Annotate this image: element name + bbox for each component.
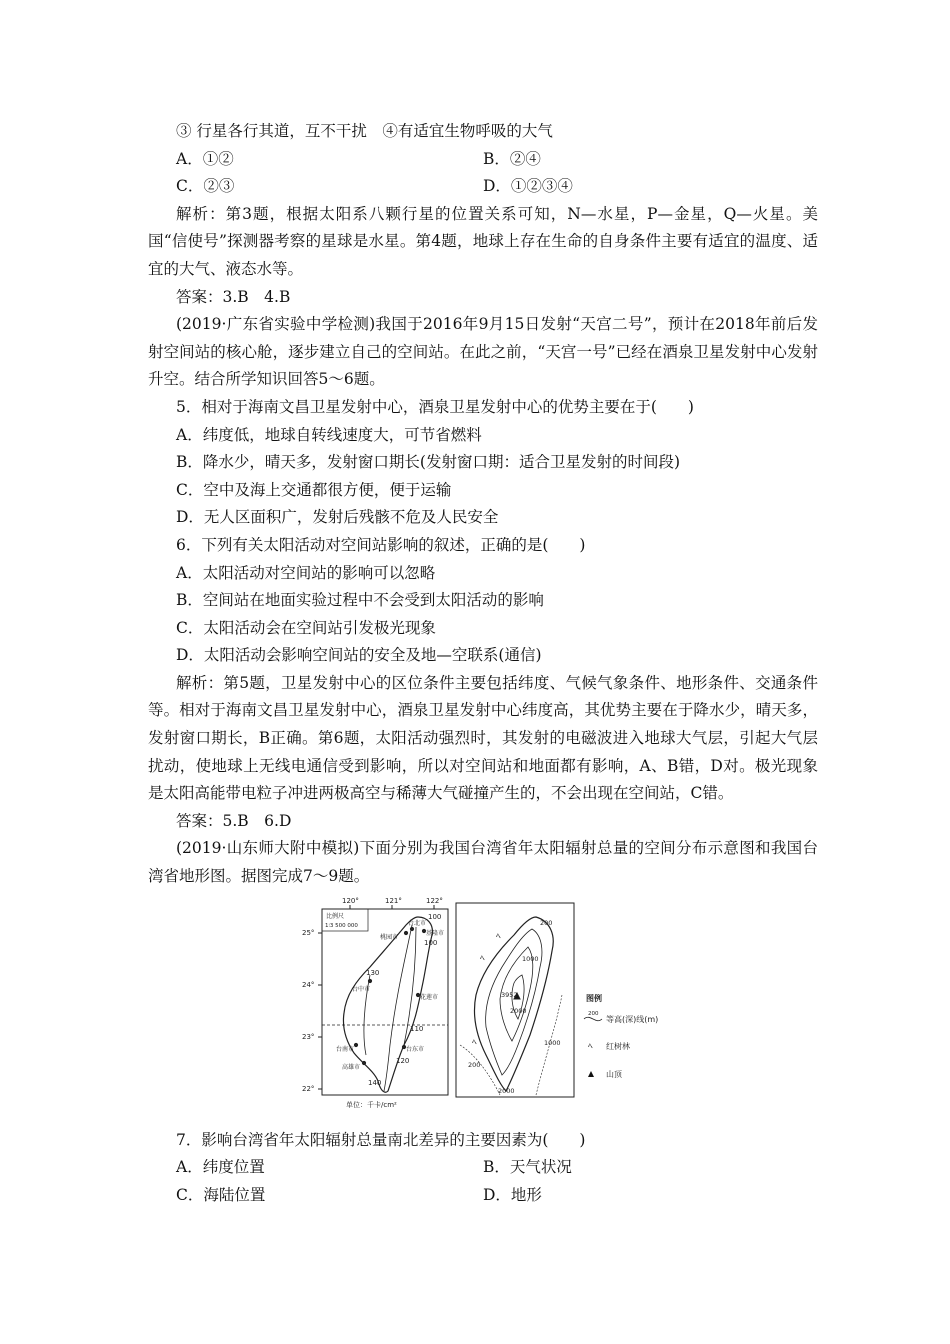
question-5-option-a: A．纬度低，地球自转线速度大，可节省燃料 [176,425,482,444]
contour-label: 200 [540,918,553,927]
option-c: C．海陆位置 [176,1185,266,1204]
lat-label: 24° [302,980,315,989]
option-a: A．纬度位置 [176,1158,265,1177]
analysis-paragraph: 解析：第3题，根据太阳系八颗行星的位置关系可知，N—水星，P—金星，Q—火星。美国“信使号”探测器考察的星球是水星。第4题，地球上存在生命的自身条件主要有适宜的温度、适宜的大气、液态水等。 [148,204,818,278]
analysis-paragraph: 解析：第5题，卫星发射中心的区位条件主要包括纬度、气候气象条件、地形条件、交通条件等。相对于海南文昌卫星发射中心，酒泉卫星发射中心纬度高，其优势主要在于降水少，晴天多，发射窗口期长，B正确。第6题，太阳活动强烈时，其发射的电磁波进入地球大气层，引起大气层扰动，使地球上无线电通信受到影响，所以对空间站和地面都有影响，A、B错，D对。极光现象是太阳高能带电粒子冲进两极高空与稀薄大气碰撞产生的，不会出现在空间站，C错。 [148,673,818,803]
option-b: B．②④ [483,149,541,168]
option-a: A．①② [176,149,234,168]
question-5-option-d: D．无人区面积广，发射后残骸不危及人民安全 [176,508,499,527]
option-b: B．天气状况 [483,1158,572,1177]
city-label: 台东市 [406,1045,425,1053]
isoline-label: 100 [428,912,442,921]
question-7-options-row-2 [148,1182,818,1210]
legend-item: 等高(深)线(m) [606,1014,659,1024]
mangrove-legend-icon: ﾍ [588,1041,593,1052]
city-dot [368,979,371,982]
summit-legend-icon [588,1071,594,1077]
isoline-label: 120 [396,1056,410,1065]
topography-labels [468,919,561,1095]
legend-item: 红树林 [606,1041,630,1051]
question-6-stem: 6．下列有关太阳活动对空间站影响的叙述，正确的是( ) [176,535,586,554]
contour-label: 3952 [501,990,518,999]
unit-label: 单位：千卡/cm² [346,1100,397,1109]
question-6-option-b: B．空间站在地面实验过程中不会受到太阳活动的影响 [176,591,544,610]
city-dot [410,927,413,930]
question-5-option-c: C．空中及海上交通都很方便，便于运输 [176,480,452,499]
contour-line [486,929,542,1075]
mangrove-marker: ﾍ [496,931,501,942]
isoline-label: 140 [368,1078,382,1087]
question-6-option-d: D．太阳活动会影响空间站的安全及地—空联系(通信) [176,646,542,665]
lon-label: 121° [385,896,402,905]
city-label: 花莲市 [420,993,439,1001]
answer-line: 答案：3.B 4.B [176,287,291,306]
question-6-option-a: A．太阳活动对空间站的影响可以忽略 [176,563,436,582]
contour-label: 1000 [522,954,539,963]
question-stem-5-6: (2019·广东省实验中学检测)我国于2016年9月15日发射“天宫二号”，预计在2018年前后发射空间站的核心舱，逐步建立自己的空间站。在此之前，“天宫一号”已经在酒泉卫星发射中心发射升空。结合所学知识回答5～6题。 [148,315,818,389]
answer-line: 答案：5.B 6.D [176,811,292,830]
scale-title: 比例尺 [326,912,345,920]
contour-label: 2000 [510,1006,527,1015]
lat-label: 23° [302,1032,315,1041]
question-7-options-row-1 [148,1154,818,1182]
city-label: 高雄市 [342,1063,361,1071]
option-d: D．地形 [483,1185,542,1204]
city-dot [362,1061,365,1064]
city-label: 基隆市 [426,929,445,937]
city-label: 台北市 [408,919,427,927]
contour-label: 1000 [544,1038,561,1047]
lon-label: 120° [342,896,359,905]
legend-item: 山顶 [606,1069,622,1079]
question-7-stem: 7．影响台湾省年太阳辐射总量南北差异的主要因素为( ) [176,1130,586,1149]
isoline [384,925,412,1091]
document-content [148,118,818,1209]
isoline-label: 130 [366,968,380,977]
contour-legend-icon [584,1017,602,1020]
taiwan-maps-figure [148,895,818,1127]
city-label: 桃园市 [380,933,399,941]
legend-contour-sample: 200 [588,1010,599,1017]
city-dot [404,931,407,934]
contour-label: 2000 [498,1086,515,1095]
lat-label: 25° [302,928,315,937]
mangrove-marker: ﾍ [480,953,485,964]
legend-title: 图例 [586,993,602,1003]
city-label: 台中市 [352,985,371,993]
question-4-options-row-1 [148,146,818,174]
question-4-item: ③ 行星各行其道，互不干扰 ④有适宜生物呼吸的大气 [176,122,553,140]
solar-map-labels [302,897,444,1109]
map-legend [584,993,658,1079]
isoline-label: 110 [410,1024,424,1033]
lat-label: 22° [302,1084,315,1093]
city-dot [354,1043,357,1046]
city-label: 台南市 [336,1045,355,1053]
lon-label: 122° [426,896,443,905]
question-5-option-b: B．降水少，晴天多，发射窗口期长(发射窗口期：适合卫星发射的时间段) [176,453,680,472]
question-stem-7-9: (2019·山东师大附中模拟)下面分别为我国台湾省年太阳辐射总量的空间分布示意图和我国台湾省地形图。据图完成7～9题。 [148,839,818,886]
contour-label: 200 [468,1060,481,1069]
option-d: D．①②③④ [483,177,573,196]
question-6-option-c: C．太阳活动会在空间站引发极光现象 [176,618,436,637]
taiwan-maps-svg [300,895,670,1127]
mangrove-marker: ﾍ [472,1037,477,1048]
isoline-label: 100 [424,938,438,947]
scale-value: 1∶3 500 000 [325,922,358,929]
question-4-options-row-2 [148,173,818,201]
option-c: C．②③ [176,177,235,196]
question-5-stem: 5．相对于海南文昌卫星发射中心，酒泉卫星发射中心的优势主要在于( ) [176,397,694,416]
